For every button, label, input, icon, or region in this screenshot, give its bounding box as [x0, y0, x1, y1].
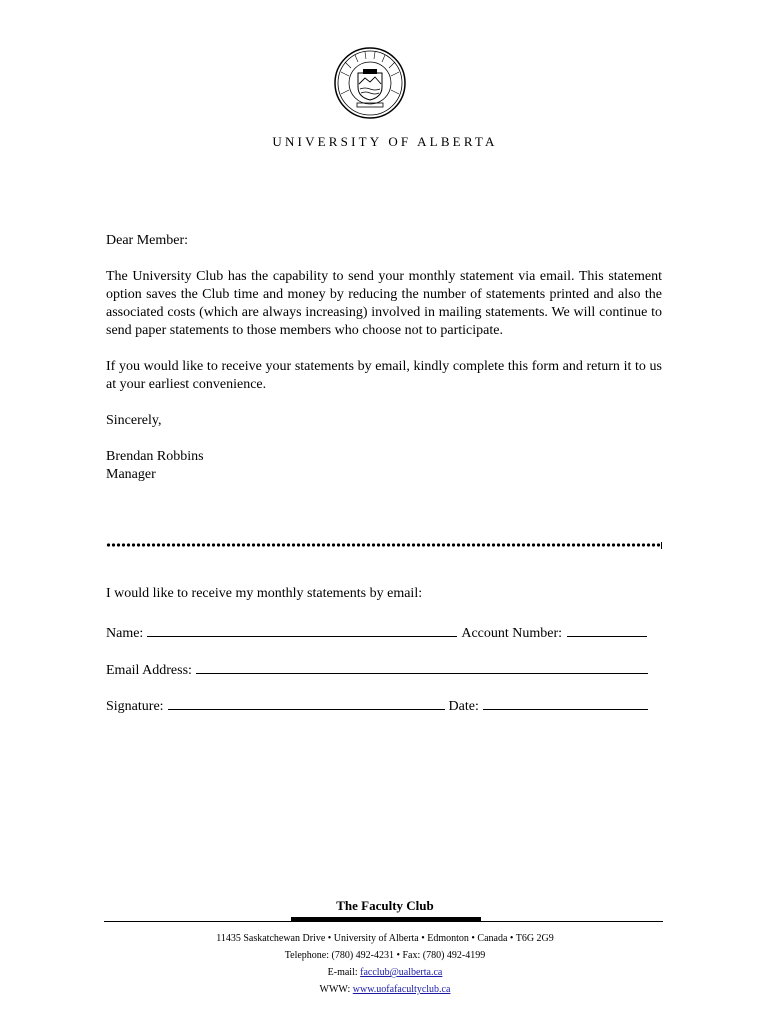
name-label: Name: — [106, 626, 144, 641]
signature-label: Signature: — [106, 699, 164, 714]
form-intro: I would like to receive my monthly statements by email: — [106, 586, 423, 601]
letter-body — [106, 232, 662, 484]
email-address-field[interactable] — [196, 659, 648, 674]
signature-date-row — [106, 695, 662, 716]
footer-phone: Telephone: (780) 492-4231 • Fax: (780) 492-4199 — [284, 950, 486, 961]
email-address-label: Email Address: — [106, 663, 192, 678]
footer-address: 11435 Saskatchewan Drive • University of Alberta • Edmonton • Canada • T6G 2G9 — [216, 933, 554, 944]
signer-name: Brendan Robbins — [106, 449, 204, 464]
footer-website-link[interactable]: www.uofafacultyclub.ca — [352, 984, 451, 995]
university-name: UNIVERSITY OF ALBERTA — [272, 134, 498, 149]
letter-paragraph-1: The University Club has the capability to send your monthly statement via email. This statement option saves the Club time and money by reducing the number of statements printed and also the associated costs (which are always increasing) involved in mailing statements. We will continue to send paper statements to those members who choose not to participate. — [106, 269, 662, 338]
footer-website-label: WWW: — [319, 984, 353, 995]
signature-field[interactable] — [168, 695, 445, 710]
salutation: Dear Member: — [106, 233, 189, 248]
email-statement-form — [106, 585, 662, 714]
date-label: Date: — [448, 699, 479, 714]
footer-website-line — [0, 981, 770, 998]
footer-email-line — [0, 964, 770, 981]
signer-title: Manager — [106, 467, 156, 482]
footer-contact-info — [0, 930, 770, 998]
dotted-divider — [106, 543, 662, 547]
footer-title: The Faculty Club — [336, 898, 434, 913]
footer-accent-bar — [291, 917, 481, 922]
divider-end-mark — [661, 542, 662, 549]
footer-email-label: E-mail: — [327, 967, 361, 978]
letter-paragraph-2: If you would like to receive your statements by email, kindly complete this form and return it to us at your earliest convenience. — [106, 359, 662, 392]
account-number-field[interactable] — [567, 622, 647, 637]
university-seal-icon — [333, 46, 407, 120]
closing: Sincerely, — [106, 413, 162, 428]
name-account-row — [106, 622, 662, 643]
date-field[interactable] — [483, 695, 648, 710]
email-row — [106, 659, 662, 680]
footer-email-link[interactable]: facclub@ualberta.ca — [360, 967, 443, 978]
account-number-label: Account Number: — [461, 626, 563, 641]
name-field[interactable] — [147, 622, 457, 637]
